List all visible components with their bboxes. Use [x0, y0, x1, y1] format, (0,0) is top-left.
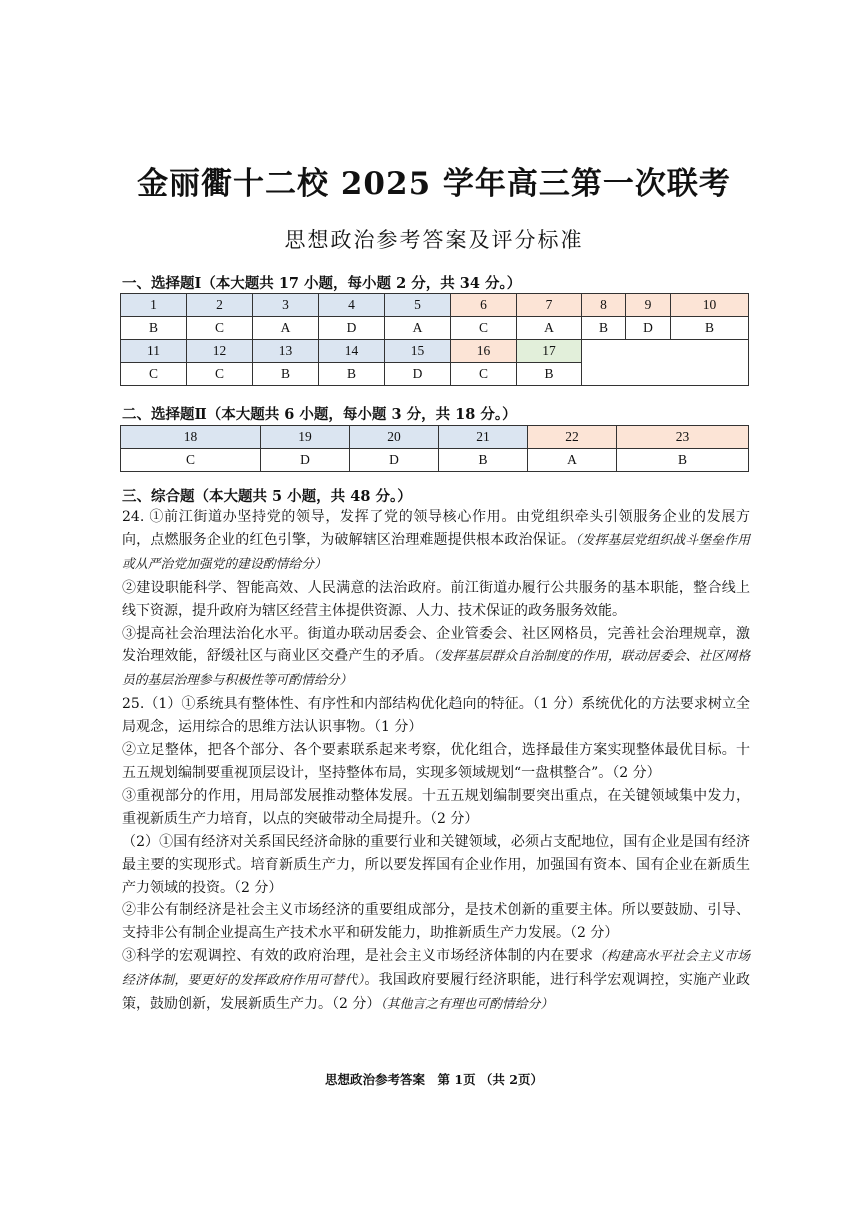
answer-cell: D — [319, 317, 385, 340]
question-number: 12 — [187, 340, 253, 363]
question-number: 4 — [319, 294, 385, 317]
answer-cell: A — [385, 317, 451, 340]
answer-cell: B — [319, 363, 385, 386]
section3-answers — [122, 506, 750, 1017]
question-number: 13 — [253, 340, 319, 363]
question-number: 7 — [517, 294, 582, 317]
q25-paragraph — [122, 945, 750, 1017]
question-number: 5 — [385, 294, 451, 317]
question-number: 10 — [671, 294, 749, 317]
page-footer: 思想政治参考答案 第 1页 （共 2页） — [325, 1072, 543, 1087]
page-subtitle: 思想政治参考答案及评分标准 — [284, 228, 584, 252]
answer-cell: C — [187, 317, 253, 340]
answer-text: 24. ①前江街道办坚持党的领导，发挥了党的领导核心作用。由党组织牵头引领服务企业的发展方向，点燃服务企业的红色引擎，为破解辖区治理难题提供根本政治保证。 — [122, 509, 750, 548]
answer-cell: C — [121, 363, 187, 386]
table-row — [121, 426, 749, 449]
section2-answer-table — [120, 425, 749, 472]
question-number: 11 — [121, 340, 187, 363]
answer-cell: B — [582, 317, 626, 340]
q25-paragraph: ③重视部分的作用，用局部发展推动整体发展。十五五规划编制要突出重点，在关键领域集中发力，重视新质生产力培育，以点的突破带动全局提升。（2 分） — [122, 787, 750, 827]
answer-cell: A — [517, 317, 582, 340]
answer-cell: A — [253, 317, 319, 340]
question-number: 22 — [528, 426, 617, 449]
question-number: 9 — [626, 294, 671, 317]
question-number: 18 — [121, 426, 261, 449]
question-number: 2 — [187, 294, 253, 317]
table-row — [121, 294, 749, 317]
table-row — [121, 317, 749, 340]
answer-cell: B — [517, 363, 582, 386]
q25-paragraph: ②立足整体，把各个部分、各个要素联系起来考察，优化组合，选择最佳方案实现整体最优目标。十五五规划编制要重视顶层设计，坚持整体布局，实现多领域规划“一盘棋整合”。（2 分） — [122, 742, 750, 781]
table-row — [121, 340, 749, 363]
answer-cell: D — [261, 449, 350, 472]
answer-cell: C — [121, 449, 261, 472]
answer-cell: B — [439, 449, 528, 472]
question-number: 15 — [385, 340, 451, 363]
question-number: 3 — [253, 294, 319, 317]
question-number: 6 — [451, 294, 517, 317]
answer-cell: C — [451, 363, 517, 386]
grading-note: （发挥基层群众自治制度的作用，联动居委会、社区网格员的基层治理参与积极性等可酌情给分） — [122, 649, 750, 689]
question-number: 1 — [121, 294, 187, 317]
question-number: 14 — [319, 340, 385, 363]
grading-note: （发挥基层党组织战斗堡垒作用或从严治党加强党的建设酌情给分） — [122, 532, 751, 572]
q24-paragraph — [122, 623, 750, 694]
answer-cell: B — [253, 363, 319, 386]
answer-cell: B — [617, 449, 749, 472]
question-number: 23 — [617, 426, 749, 449]
answer-cell: D — [350, 449, 439, 472]
answer-text: ③科学的宏观调控、有效的政府治理，是社会主义市场经济体制的内在要求 — [122, 948, 594, 965]
answer-cell: A — [528, 449, 617, 472]
q25-paragraph: ②非公有制经济是社会主义市场经济的重要组成部分，是技术创新的重要主体。所以要鼓励、引导、支持非公有制企业提高生产技术水平和研发能力，助推新质生产力发展。（2 分） — [122, 902, 750, 942]
section3-heading: 三、综合题（本大题共 5 小题，共 48 分。） — [122, 488, 412, 505]
q25-paragraph: （2）①国有经济对关系国民经济命脉的重要行业和关键领域，必须占支配地位，国有企业是国有经济最主要的实现形式。培育新质生产力，所以要发挥国有企业作用，加强国有资本、国有企业在新质生产力领域的投资。（2 分） — [122, 833, 750, 896]
question-number: 21 — [439, 426, 528, 449]
section2-heading: 二、选择题Ⅱ（本大题共 6 小题，每小题 3 分，共 18 分。） — [122, 406, 517, 423]
question-number: 19 — [261, 426, 350, 449]
table-row — [121, 449, 749, 472]
answer-cell: D — [626, 317, 671, 340]
grading-note: （构建高水平社会主义市场经济体制，要更好的发挥政府作用可替代） — [122, 949, 751, 989]
section1-answer-table — [120, 293, 749, 386]
question-number: 8 — [582, 294, 626, 317]
grading-note: （其他言之有理也可酌情给分） — [380, 997, 554, 1013]
answer-text: ③提高社会治理法治化水平。街道办联动居委会、企业管委会、社区网格员，完善社会治理规章，激发治理效能，舒缓社区与商业区交叠产生的矛盾。 — [122, 625, 750, 665]
answer-text: 。我国政府要履行经济职能，进行科学宏观调控，实施产业政策，鼓励创新，发展新质生产力。（2 分） — [122, 972, 750, 1013]
question-number: 16 — [451, 340, 517, 363]
question-number: 17 — [517, 340, 582, 363]
q24-paragraph — [122, 506, 750, 577]
q25-paragraph: 25.（1）①系统具有整体性、有序性和内部结构优化趋向的特征。（1 分）系统优化的方法要求树立全局观念，运用综合的思维方法认识事物。（1 分） — [122, 696, 750, 736]
section1-heading: 一、选择题Ⅰ（本大题共 17 小题，每小题 2 分，共 34 分。） — [122, 275, 522, 292]
answer-cell: B — [671, 317, 749, 340]
q24-paragraph: ②建设职能科学、智能高效、人民满意的法治政府。前江街道办履行公共服务的基本职能，整合线上线下资源，提升政府为辖区经营主体提供资源、人力、技术保证的政务服务效能。 — [122, 579, 750, 619]
answer-cell: C — [187, 363, 253, 386]
answer-cell: D — [385, 363, 451, 386]
answer-cell: C — [451, 317, 517, 340]
empty-cell — [582, 340, 749, 386]
page-title: 金丽衢十二校 2025 学年高三第一次联考 — [137, 166, 731, 202]
question-number: 20 — [350, 426, 439, 449]
answer-cell: B — [121, 317, 187, 340]
